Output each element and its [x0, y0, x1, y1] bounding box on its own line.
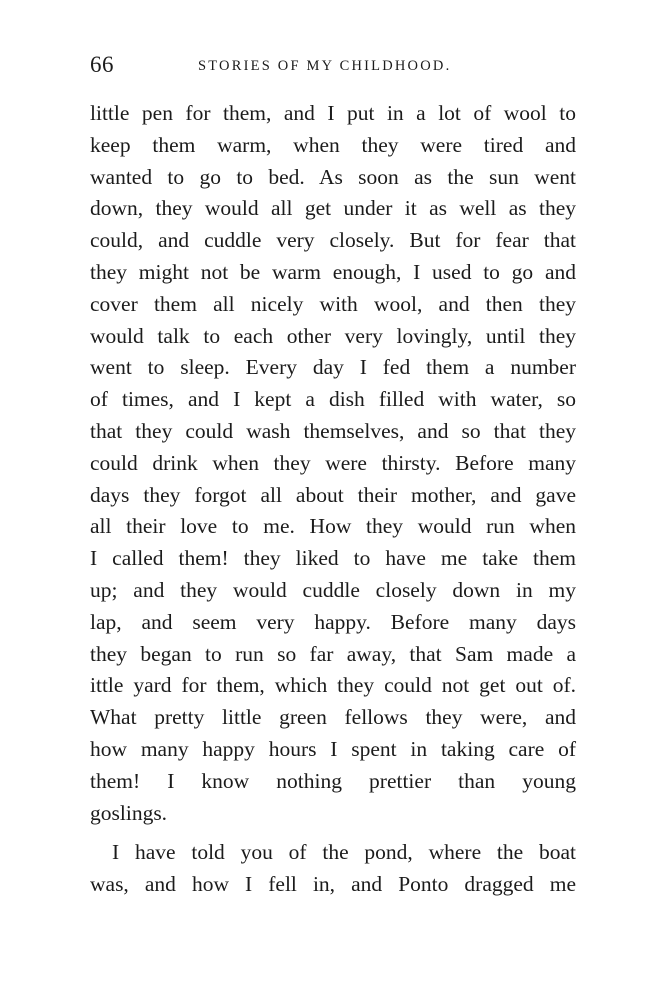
page-number: 66 — [90, 52, 114, 77]
text-line: went to sleep. Every day I fed them a number — [90, 355, 576, 380]
text-line: days they forgot all about their mother, and gave — [90, 482, 576, 507]
text-line: was, and how I fell in, and Ponto dragged me — [90, 872, 576, 897]
text-line: keep them warm, when they were tired and — [90, 132, 576, 157]
text-line: would talk to each other very lovingly, until they — [90, 323, 576, 348]
text-line: What pretty little green fellows they were, and — [90, 705, 576, 730]
text-line: wanted to go to bed. As soon as the sun went — [90, 164, 576, 189]
text-line: could drink when they were thirsty. Before many — [90, 450, 576, 475]
text-line: them! I know nothing prettier than young — [90, 768, 576, 793]
text-line: goslings. — [90, 800, 168, 825]
text-line: I called them! they liked to have me take them — [90, 546, 576, 571]
paragraph-gap — [90, 829, 576, 837]
text-line: cover them all nicely with wool, and then they — [90, 291, 576, 316]
text-line: how many happy hours I spent in taking care of — [90, 736, 576, 761]
text-line: lap, and seem very happy. Before many days — [90, 609, 576, 634]
text-line: they might not be warm enough, I used to go and — [90, 259, 576, 284]
text-line: could, and cuddle very closely. But for fear that — [90, 228, 576, 253]
body-text — [90, 98, 576, 901]
text-line: that they could wash themselves, and so that they — [90, 418, 576, 443]
paragraph-1 — [90, 98, 576, 829]
text-line: little pen for them, and I put in a lot of wool to — [90, 101, 576, 125]
text-line: down, they would all get under it as well as they — [90, 196, 576, 221]
paragraph-2 — [90, 837, 576, 901]
text-line: up; and they would cuddle closely down in my — [90, 577, 576, 602]
page-header — [90, 52, 576, 86]
text-line: ittle yard for them, which they could not get out of. — [90, 673, 576, 698]
text-line: of times, and I kept a dish filled with water, so — [90, 387, 576, 412]
running-title: STORIES OF MY CHILDHOOD. — [198, 58, 452, 74]
text-line: all their love to me. How they would run when — [90, 514, 576, 539]
text-line: I have told you of the pond, where the boat — [112, 840, 576, 865]
text-line: they began to run so far away, that Sam made a — [90, 641, 576, 666]
